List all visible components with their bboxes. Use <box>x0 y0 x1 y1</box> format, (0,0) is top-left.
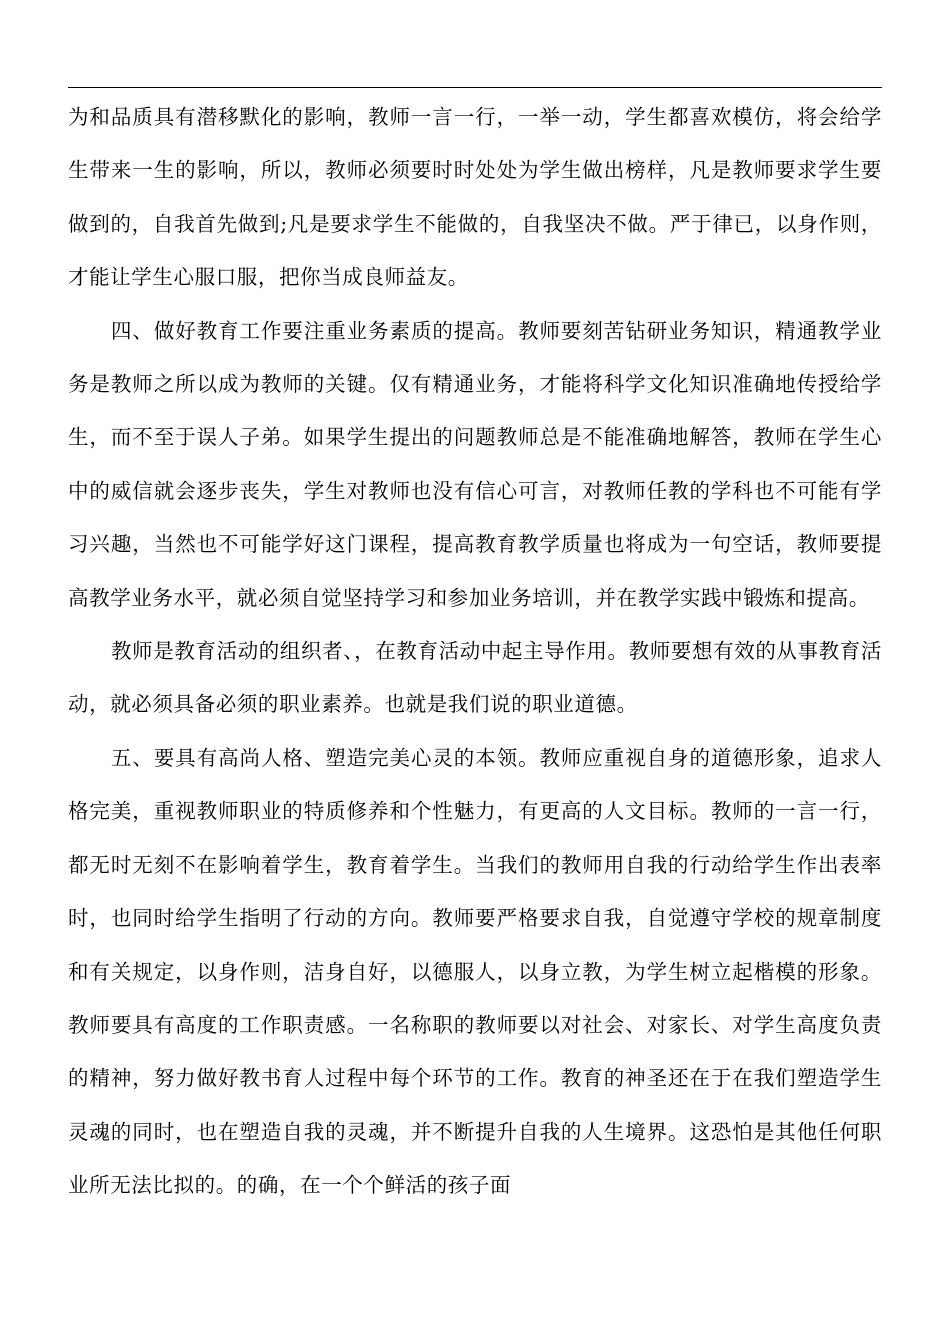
paragraph-continued: 为和品质具有潜移默化的影响，教师一言一行，一举一动，学生都喜欢模仿，将会给学生带来一生的影响，所以，教师必须要时时处处为学生做出榜样，凡是教师要求学生要做到的，自我首先做到;凡是要求学生不能做的，自我坚决不做。严于律已，以身作则，才能让学生心服口服，把你当成良师益友。 <box>68 105 882 290</box>
paragraph-section-five: 五、要具有高尚人格、塑造完美心灵的本领。教师应重视自身的道德形象，追求人格完美，重视教师职业的特质修养和个性魅力，有更高的人文目标。教师的一言一行，都无时无刻不在影响着学生，教育着学生。当我们的教师用自我的行动给学生作出表率时，也同时给学生指明了行动的方向。教师要严格要求自我，自觉遵守学校的规章制度和有关规定，以身作则，洁身自好，以德服人，以身立教，为学生树立起楷模的形象。教师要具有高度的工作职责感。一名称职的教师要以对社会、对家长、对学生高度负责的精神，努力做好教书育人过程中每个环节的工作。教育的神圣还在于在我们塑造学生灵魂的同时，也在塑造自我的灵魂，并不断提升自我的人生境界。这恐怕是其他任何职业所无法比拟的。的确，在一个个鲜活的孩子面 <box>68 745 882 1198</box>
paragraph-teacher-role: 教师是教育活动的组织者、，在教育活动中起主导作用。教师要想有效的从事教育活动，就必须具备必须的职业素养。也就是我们说的职业道德。 <box>68 639 882 717</box>
paragraph-section-four: 四、做好教育工作要注重业务素质的提高。教师要刻苦钻研业务知识，精通教学业务是教师之所以成为教师的关键。仅有精通业务，才能将科学文化知识准确地传授给学生，而不至于误人子弟。如果学生提出的问题教师总是不能准确地解答，教师在学生心中的威信就会逐步丧失，学生对教师也没有信心可言，对教师任教的学科也不可能有学习兴趣，当然也不可能学好这门课程，提高教育教学质量也将成为一句空话，教师要提高教学业务水平，就必须自觉坚持学习和参加业务培训，并在教学实践中锻炼和提高。 <box>68 318 882 610</box>
header-rule <box>68 87 882 88</box>
document-body <box>68 91 882 1213</box>
